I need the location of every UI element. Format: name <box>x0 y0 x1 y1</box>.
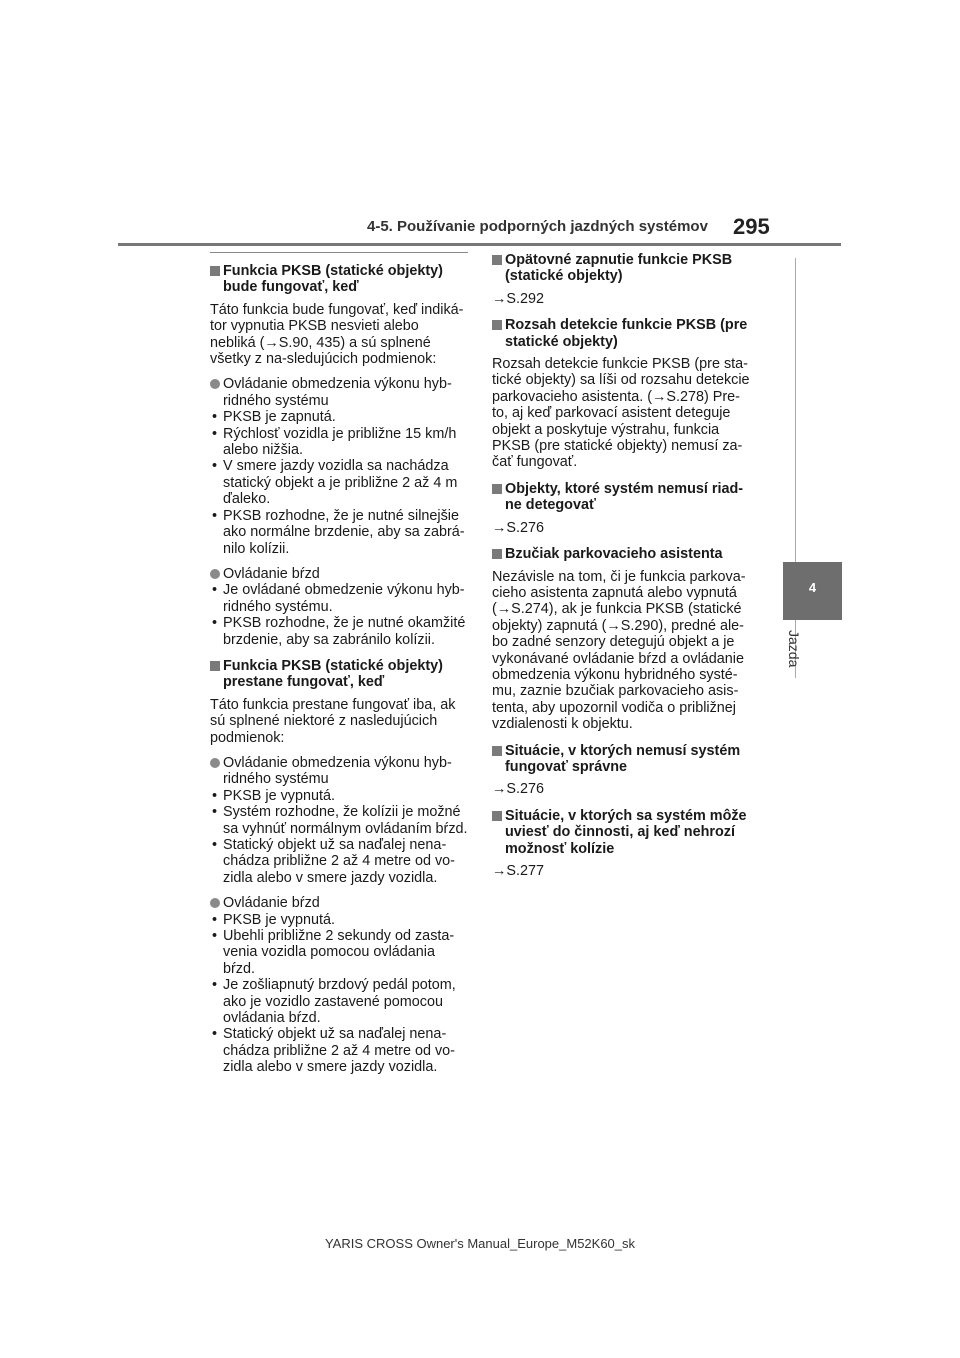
bullet-item <box>210 376 468 409</box>
sub-bullet-text: PKSB je zapnutá. <box>223 409 336 426</box>
dot-bullet-icon: • <box>212 977 218 994</box>
bullet-text: Ovládanie obmedzenia výkonu hyb-ridného systému <box>223 376 452 409</box>
sub-bullet-item <box>210 508 468 557</box>
dot-bullet-icon: • <box>212 911 218 928</box>
sub-bullet-text: Statický objekt už sa naďalej nena-chádza približne 2 až 4 metre od vo-zidla alebo v smere jazdy vozidla. <box>223 1026 455 1076</box>
section-heading <box>210 658 468 691</box>
section-heading-text: Funkcia PKSB (statické objekty) prestane fungovať, keď <box>223 657 443 691</box>
section-heading-text: Rozsah detekcie funkcie PKSB (pre statické objekty) <box>505 317 748 350</box>
paragraph <box>492 356 754 471</box>
dot-bullet-icon: • <box>212 804 218 821</box>
circle-bullet-icon <box>210 898 220 908</box>
bullet-item <box>210 895 468 911</box>
bullet-text: Ovládanie bŕzd <box>223 565 320 582</box>
document-footer: YARIS CROSS Owner's Manual_Europe_M52K60_sk <box>324 1236 636 1251</box>
square-bullet-icon <box>492 549 502 559</box>
sub-bullet-text: Rýchlosť vozidla je približne 15 km/h alebo nižšia. <box>223 425 457 459</box>
sub-bullet-item <box>210 582 468 615</box>
sub-bullet-text: PKSB rozhodne, že je nutné okamžité brzdenie, aby sa zabránilo kolízii. <box>223 615 466 648</box>
dot-bullet-icon: • <box>212 507 218 524</box>
square-bullet-icon <box>492 484 502 494</box>
page-reference-link[interactable]: →S.292 <box>492 290 544 307</box>
sub-bullet-item <box>210 1026 468 1075</box>
square-bullet-icon <box>492 255 502 265</box>
page-reference-link[interactable]: →S.276 <box>492 781 544 798</box>
section-heading <box>492 481 754 514</box>
paragraph-text: Rozsah detekcie funkcie PKSB (pre sta-tické objekty) sa líši od rozsahu detekcie parkovacieho asistenta. (→S.278) Pre-to, aj keď parkovací asistent deteguje objekt a poskytuje výstrahu, funkcia PKSB (pre statické objekty) nemusí za-čať fungovať. <box>492 356 750 471</box>
dot-bullet-icon: • <box>212 409 218 426</box>
section-heading-text: Bzučiak parkovacieho asistenta <box>505 546 723 563</box>
sub-bullet-item <box>210 804 468 837</box>
section-heading-text: Funkcia PKSB (statické objekty) bude fungovať, keď <box>223 263 443 296</box>
sub-bullet-text: PKSB je vypnutá. <box>223 787 335 804</box>
sub-bullet-item <box>210 409 468 425</box>
section-heading <box>492 252 754 285</box>
sub-bullet-text: Systém rozhodne, že kolízii je možné sa vyhnúť normálnym ovládaním bŕzd. <box>223 804 468 837</box>
column-top-rule <box>210 252 468 253</box>
page-number: 295 <box>733 214 770 239</box>
bullet-text: Ovládanie obmedzenia výkonu hyb-ridného systému <box>223 754 452 788</box>
dot-bullet-icon: • <box>212 458 218 475</box>
chapter-tab[interactable] <box>783 562 842 620</box>
square-bullet-icon <box>210 661 220 671</box>
page-reference[interactable] <box>492 863 754 879</box>
sub-bullet-item <box>210 788 468 804</box>
paragraph-text: Nezávisle na tom, či je funkcia parkova-cieho asistenta zapnutá alebo vypnutá (→S.274), ak je funkcia PKSB (statické objekty) zapnutá (→S.290), predné ale-bo zadné senzory detegujú objekt a je vykonávané ovládanie bŕzd a ovládanie obmedzenia výkonu hybridného systé-mu, zaznie bzučiak parkovacieho asis-tenta, aby upozornil vodiča o približnej vzdialenosti k objektu. <box>492 568 746 733</box>
paragraph <box>210 302 468 368</box>
header-divider <box>118 243 841 246</box>
sub-bullet-text: Je ovládané obmedzenie výkonu hyb-ridného systému. <box>223 582 465 615</box>
sub-bullet-text: Je zošliapnutý brzdový pedál potom, ako je vozidlo zastavené pomocou ovládania bŕzd. <box>223 977 456 1027</box>
section-heading <box>492 743 754 776</box>
sub-bullet-item <box>210 615 468 648</box>
section-heading <box>492 317 754 350</box>
section-heading <box>492 808 754 857</box>
sub-bullet-text: Statický objekt už sa naďalej nena-chádza približne 2 až 4 metre od vo-zidla alebo v smere jazdy vozidla. <box>223 837 455 886</box>
page-reference-link[interactable]: →S.276 <box>492 519 544 536</box>
dot-bullet-icon: • <box>212 1026 218 1043</box>
sub-bullet-text: V smere jazdy vozidla sa nachádza statický objekt a je približne 2 až 4 m ďaleko. <box>223 458 458 508</box>
sub-bullet-text: PKSB je vypnutá. <box>223 911 335 928</box>
chapter-number: 4 <box>808 580 817 595</box>
section-heading-text: Situácie, v ktorých nemusí systém fungovať správne <box>505 742 741 775</box>
left-column <box>210 252 468 1076</box>
section-heading <box>492 546 754 562</box>
sub-bullet-text: PKSB rozhodne, že je nutné silnejšie ako normálne brzdenie, aby sa zabrá-nilo kolízii. <box>223 507 465 557</box>
square-bullet-icon <box>210 266 220 276</box>
page-reference[interactable] <box>492 291 754 307</box>
page-reference-link[interactable]: →S.277 <box>492 863 544 879</box>
section-heading-text: Objekty, ktoré systém nemusí riad-ne detegovať <box>505 480 744 514</box>
paragraph-text: Táto funkcia bude fungovať, keď indiká-tor vypnutia PKSB nesvieti alebo nebliká (→S.90, 435) a sú splnené všetky z na-sledujúcich podmienok: <box>210 301 464 368</box>
square-bullet-icon <box>492 811 502 821</box>
square-bullet-icon <box>492 746 502 756</box>
circle-bullet-icon <box>210 379 220 389</box>
chapter-label-text: Jazda <box>786 630 802 668</box>
section-heading <box>210 263 468 296</box>
square-bullet-icon <box>492 320 502 330</box>
page-reference[interactable] <box>492 781 754 797</box>
sub-bullet-text: Ubehli približne 2 sekundy od zasta-venia vozidla pomocou ovládania bŕzd. <box>223 928 455 977</box>
paragraph <box>492 569 754 733</box>
sub-bullet-item <box>210 977 468 1026</box>
circle-bullet-icon <box>210 569 220 579</box>
section-heading-text: Opätovné zapnutie funkcie PKSB (statické objekty) <box>505 252 733 285</box>
dot-bullet-icon: • <box>212 787 218 804</box>
sub-bullet-item <box>210 426 468 459</box>
circle-bullet-icon <box>210 758 220 768</box>
chapter-label <box>782 630 804 690</box>
sub-bullet-item <box>210 928 468 977</box>
bullet-text: Ovládanie bŕzd <box>223 895 320 912</box>
sub-bullet-item <box>210 458 468 507</box>
sub-bullet-item <box>210 837 468 886</box>
section-heading-text: Situácie, v ktorých sa systém môže uviesť do činnosti, aj keď nehrozí možnosť kolízie <box>505 807 747 857</box>
right-column <box>492 252 754 879</box>
dot-bullet-icon: • <box>212 425 218 442</box>
section-title: 4-5. Používanie podporných jazdných systémov <box>367 218 708 235</box>
paragraph <box>210 697 468 746</box>
page-reference[interactable] <box>492 520 754 536</box>
dot-bullet-icon: • <box>212 582 218 599</box>
bullet-item <box>210 755 468 788</box>
paragraph-text: Táto funkcia prestane fungovať iba, ak sú splnené niektoré z nasledujúcich podmienok: <box>210 696 456 746</box>
dot-bullet-icon: • <box>212 837 218 853</box>
dot-bullet-icon: • <box>212 928 218 945</box>
sub-bullet-item <box>210 912 468 928</box>
bullet-item <box>210 566 468 582</box>
dot-bullet-icon: • <box>212 615 218 632</box>
